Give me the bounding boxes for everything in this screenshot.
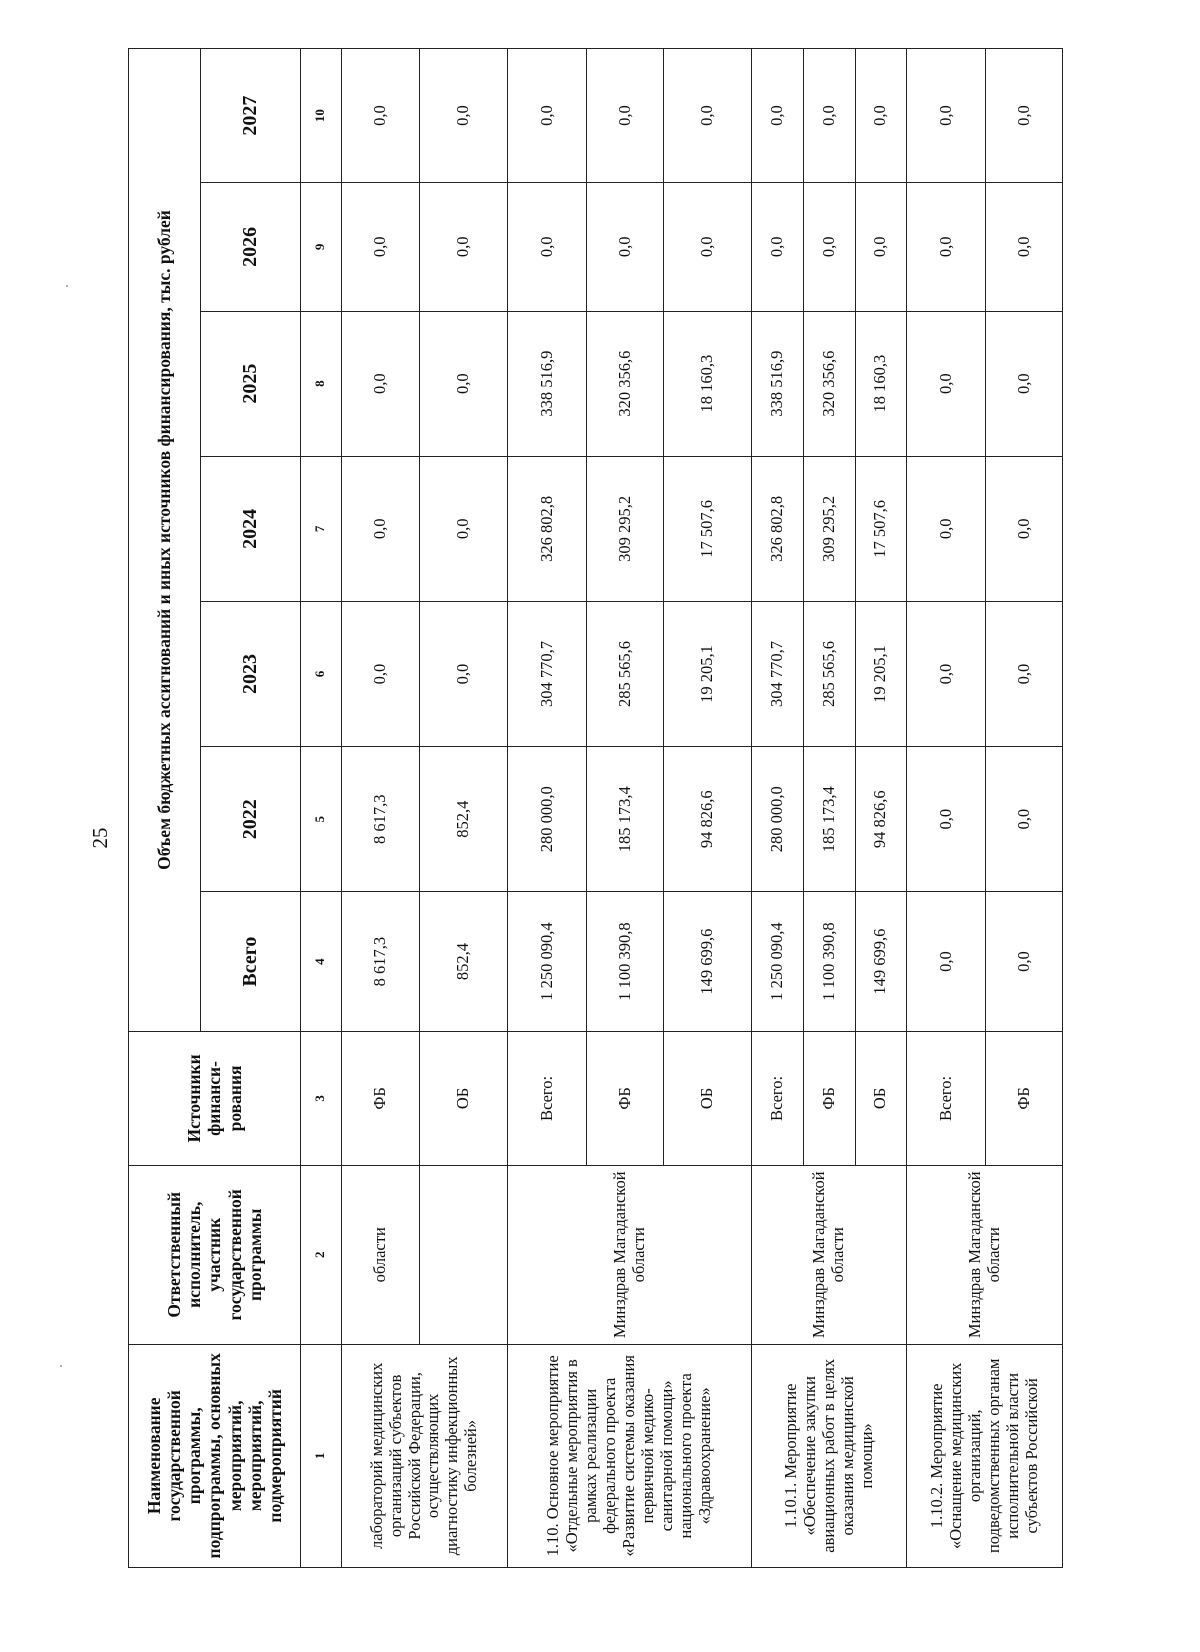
value-cell: 0,0 — [986, 892, 1063, 1032]
value-cell: 185 173,4 — [587, 747, 664, 892]
value-cell: 320 356,6 — [803, 311, 855, 456]
value-cell: 309 295,2 — [803, 456, 855, 601]
value-cell: 0,0 — [986, 601, 1063, 746]
executor-cell: Минздрав Магаданской области — [907, 1165, 1063, 1344]
header-year-2023: 2023 — [201, 601, 301, 746]
value-cell: 18 160,3 — [855, 311, 907, 456]
value-cell: 852,4 — [420, 747, 508, 892]
column-index: 1 — [301, 1344, 342, 1567]
value-cell: 0,0 — [986, 747, 1063, 892]
value-cell: 0,0 — [508, 49, 587, 183]
value-cell: 0,0 — [587, 183, 664, 311]
value-cell: 285 565,6 — [587, 601, 664, 746]
value-cell: 19 205,1 — [855, 601, 907, 746]
value-cell: 320 356,6 — [587, 311, 664, 456]
value-cell: 0,0 — [907, 456, 986, 601]
value-cell: 1 100 390,8 — [587, 892, 664, 1032]
value-cell: 17 507,6 — [663, 456, 751, 601]
executor-cell-empty — [420, 1165, 508, 1344]
scan-speck — [66, 285, 68, 287]
header-year-2025: 2025 — [201, 311, 301, 456]
value-cell: 8 617,3 — [341, 747, 420, 892]
column-index: 3 — [301, 1031, 342, 1165]
source-cell: Всего: — [907, 1031, 986, 1165]
value-cell: 0,0 — [986, 183, 1063, 311]
value-cell: 0,0 — [751, 49, 803, 183]
column-index: 8 — [301, 311, 342, 456]
header-executor: Ответственный исполнитель, участник государственной программы — [129, 1165, 301, 1344]
value-cell: 304 770,7 — [508, 601, 587, 746]
value-cell: 326 802,8 — [751, 456, 803, 601]
measure-name: лабораторий медицинских организаций субъектов Российской Федерации, осуществляющих диагностику инфекционных болезней» — [341, 1344, 508, 1567]
value-cell: 0,0 — [420, 311, 508, 456]
value-cell: 0,0 — [803, 183, 855, 311]
value-cell: 17 507,6 — [855, 456, 907, 601]
value-cell: 326 802,8 — [508, 456, 587, 601]
value-cell: 0,0 — [855, 49, 907, 183]
value-cell: 280 000,0 — [508, 747, 587, 892]
header-sources: Источники финанси-рования — [129, 1031, 301, 1165]
value-cell: 0,0 — [508, 183, 587, 311]
value-cell: 94 826,6 — [855, 747, 907, 892]
value-cell: 309 295,2 — [587, 456, 664, 601]
value-cell: 0,0 — [420, 456, 508, 601]
value-cell: 0,0 — [907, 601, 986, 746]
executor-cell: Минздрав Магаданской области — [508, 1165, 751, 1344]
value-cell: 0,0 — [855, 183, 907, 311]
value-cell: 0,0 — [587, 49, 664, 183]
executor-cell: Минздрав Магаданской области — [751, 1165, 907, 1344]
header-year-total: Всего — [201, 892, 301, 1032]
header-volume: Объем бюджетных ассигнований и иных источников финансирования, тыс. рублей — [129, 49, 201, 1032]
source-cell: ФБ — [803, 1031, 855, 1165]
header-year-2026: 2026 — [201, 183, 301, 311]
value-cell: 0,0 — [663, 49, 751, 183]
source-cell: Всего: — [508, 1031, 587, 1165]
value-cell: 0,0 — [420, 183, 508, 311]
value-cell: 0,0 — [986, 456, 1063, 601]
value-cell: 280 000,0 — [751, 747, 803, 892]
value-cell: 0,0 — [907, 183, 986, 311]
value-cell: 0,0 — [907, 49, 986, 183]
source-cell: ФБ — [341, 1031, 420, 1165]
column-index: 6 — [301, 601, 342, 746]
column-index: 9 — [301, 183, 342, 311]
budget-table — [128, 48, 1063, 1568]
value-cell: 0,0 — [907, 747, 986, 892]
column-index: 4 — [301, 892, 342, 1032]
scan-speck — [60, 1365, 62, 1367]
rotated-table-wrapper — [128, 48, 1063, 1568]
value-cell: 852,4 — [420, 892, 508, 1032]
value-cell: 0,0 — [986, 311, 1063, 456]
value-cell: 1 250 090,4 — [751, 892, 803, 1032]
value-cell: 8 617,3 — [341, 892, 420, 1032]
measure-name: 1.10.2. Мероприятие «Оснащение медицинских организаций, подведомственных органам исполнительной власти субъектов Российской — [907, 1344, 1063, 1567]
column-index: 10 — [301, 49, 342, 183]
source-cell: ОБ — [855, 1031, 907, 1165]
page-number: 25 — [88, 827, 112, 849]
header-year-2024: 2024 — [201, 456, 301, 601]
value-cell: 0,0 — [341, 183, 420, 311]
column-index: 7 — [301, 456, 342, 601]
value-cell: 1 100 390,8 — [803, 892, 855, 1032]
source-cell: Всего: — [751, 1031, 803, 1165]
value-cell: 0,0 — [751, 183, 803, 311]
executor-cell: области — [341, 1165, 420, 1344]
header-year-2027: 2027 — [201, 49, 301, 183]
source-cell: ФБ — [986, 1031, 1063, 1165]
value-cell: 19 205,1 — [663, 601, 751, 746]
value-cell: 0,0 — [907, 311, 986, 456]
value-cell: 285 565,6 — [803, 601, 855, 746]
value-cell: 0,0 — [420, 49, 508, 183]
value-cell: 0,0 — [341, 601, 420, 746]
value-cell: 0,0 — [341, 456, 420, 601]
value-cell: 149 699,6 — [855, 892, 907, 1032]
header-name: Наименование государственной программы, подпрограммы, основных мероприятий, мероприятий, подмероприятий — [129, 1344, 301, 1567]
value-cell: 0,0 — [803, 49, 855, 183]
source-cell: ФБ — [587, 1031, 664, 1165]
value-cell: 338 516,9 — [508, 311, 587, 456]
value-cell: 149 699,6 — [663, 892, 751, 1032]
value-cell: 185 173,4 — [803, 747, 855, 892]
source-cell: ОБ — [420, 1031, 508, 1165]
measure-name: 1.10.1. Мероприятие «Обеспечение закупки авиационных работ в целях оказания медицинской помощи» — [751, 1344, 907, 1567]
value-cell: 0,0 — [341, 49, 420, 183]
value-cell: 0,0 — [907, 892, 986, 1032]
column-index: 5 — [301, 747, 342, 892]
value-cell: 0,0 — [420, 601, 508, 746]
value-cell: 0,0 — [663, 183, 751, 311]
header-year-2022: 2022 — [201, 747, 301, 892]
value-cell: 0,0 — [986, 49, 1063, 183]
source-cell: ОБ — [663, 1031, 751, 1165]
value-cell: 1 250 090,4 — [508, 892, 587, 1032]
column-index: 2 — [301, 1165, 342, 1344]
value-cell: 0,0 — [341, 311, 420, 456]
value-cell: 338 516,9 — [751, 311, 803, 456]
measure-name: 1.10. Основное мероприятие «Отдельные мероприятия в рамках реализации федерального проекта «Развитие системы оказания первичной медико-санитарной помощи» национального проекта «Здравоохранение» — [508, 1344, 751, 1567]
value-cell: 94 826,6 — [663, 747, 751, 892]
value-cell: 18 160,3 — [663, 311, 751, 456]
value-cell: 304 770,7 — [751, 601, 803, 746]
